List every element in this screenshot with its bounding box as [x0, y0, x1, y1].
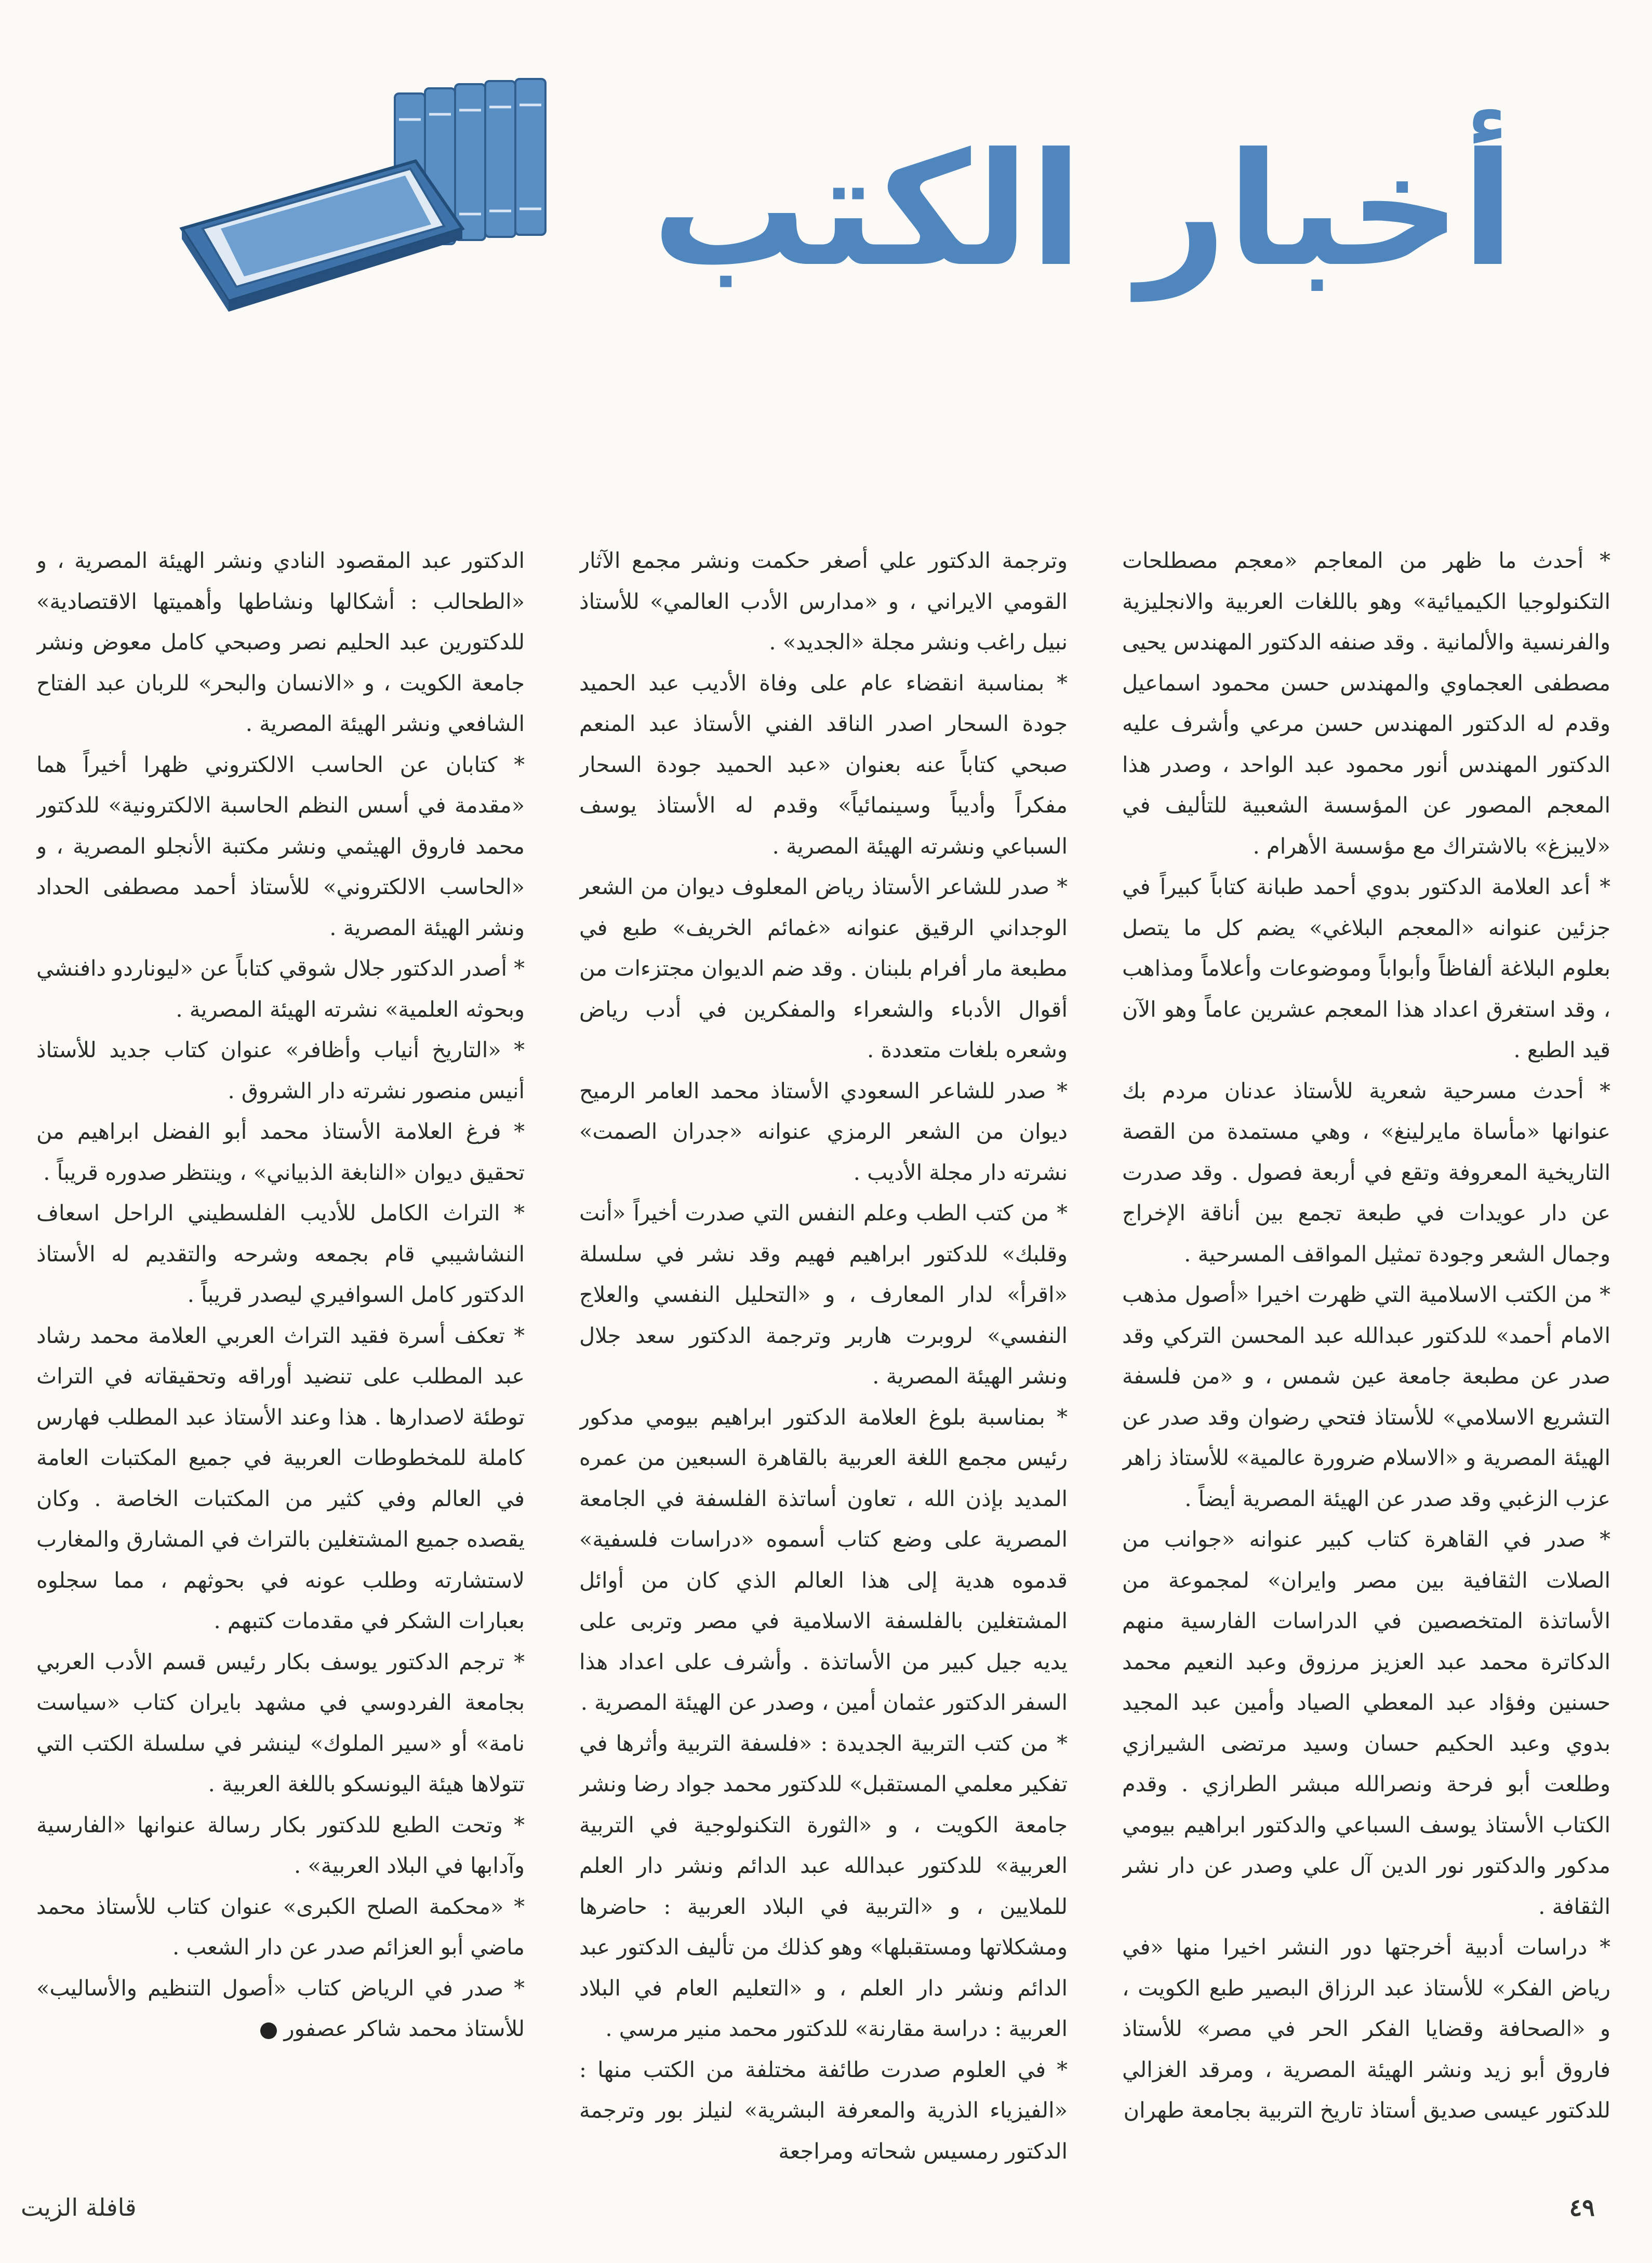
news-item: * أعد العلامة الدكتور بدوي أحمد طبانة كتاباً كبيراً في جزئين عنوانه «المعجم البلاغي» يضم كل ما يتصل بعلوم البلاغة ألفاظاً وأبواباً وموضوعات وأعلاماً ومذاهب ، وقد استغرق اعداد هذا المعجم عشرين عاماً وهو الآن قيد الطبع .	[1122, 874, 1610, 1062]
news-item: * في العلوم صدرت طائفة مختلفة من الكتب منها : «الفيزياء الذرية والمعرفة البشرية» لنيلز بور وترجمة الدكتور رمسيس شحاته ومراجعة	[579, 2056, 1068, 2164]
news-item-text: * صدر في الرياض كتاب «أصول التنظيم والأساليب» للأستاذ محمد شاكر عصفور	[36, 1975, 525, 2041]
section-title: أخبار الكتب	[651, 119, 1515, 301]
news-item: * التراث الكامل للأديب الفلسطيني الراحل اسعاف النشاشيبي قام بجمعه وشرحه والتقديم له الأستاذ الدكتور كامل السوافيري ليصدر قريباً .	[36, 1200, 525, 1307]
article-body	[36, 540, 1610, 2182]
news-item: * «التاريخ أنياب وأظافر» عنوان كتاب جديد للأستاذ أنيس منصور نشرته دار الشروق .	[36, 1037, 525, 1103]
news-item: * أحدث ما ظهر من المعاجم «معجم مصطلحات التكنولوجيا الكيميائية» وهو باللغات العربية والانجليزية والفرنسية والألمانية . وقد صنفه الدكتور المهندس يحيى مصطفى العجماوي والمهندس حسن محمود اسماعيل وقدم له الدكتور المهندس حسن مرعي وأشرف عليه الدكتور المهندس أنور محمود عبد الواحد ، وصدر هذا المعجم المصور عن المؤسسة الشعبية للتأليف في «لايبزغ» بالاشتراك مع مؤسسة الأهرام .	[1122, 548, 1610, 859]
end-mark-icon	[260, 2022, 277, 2039]
page-header	[0, 0, 1652, 499]
news-item-last	[36, 1968, 525, 2049]
news-item: * من الكتب الاسلامية التي ظهرت اخيرا «أصول مذهب الامام أحمد» للدكتور عبدالله عبد المحسن التركي وقد صدر عن مطبعة جامعة عين شمس ، و «من فلسفة التشريع الاسلامي» للأستاذ فتحي رضوان وقد صدر عن الهيئة المصرية و «الاسلام ضرورة عالمية» للأستاذ زاهر عزب الزغبي وقد صدر عن الهيئة المصرية أيضاً .	[1122, 1282, 1610, 1511]
news-item: * بمناسبة انقضاء عام على وفاة الأديب عبد الحميد جودة السحار اصدر الناقد الفني الأستاذ عبد المنعم صبحي كتاباً عنه بعنوان «عبد الحميد جودة السحار مفكراً وأديباً وسينمائياً» وقدم له الأستاذ يوسف السباعي ونشرته الهيئة المصرية .	[579, 670, 1068, 859]
column-left	[36, 540, 525, 2182]
news-item: * كتابان عن الحاسب الالكتروني ظهرا أخيراً هما «مقدمة في أسس النظم الحاسبة الالكترونية» للدكتور محمد فاروق الهيثمي ونشر مكتبة الأنجلو المصرية ، و «الحاسب الالكتروني» للأستاذ أحمد مصطفى الحداد ونشر الهيئة المصرية .	[36, 751, 525, 940]
news-item: * صدر في القاهرة كتاب كبير عنوانه «جوانب من الصلات الثقافية بين مصر وايران» لمجموعة من الأساتذة المتخصصين في الدراسات الفارسية منهم الدكاترة محمد عبد العزيز مرزوق وعبد النعيم محمد حسنين وفؤاد عبد المعطي الصياد وأمين عبد المجيد بدوي وعبد الحكيم حسان وسيد مرتضى الشيرازي وطلعت أبو فرحة ونصرالله مبشر الطرازي . وقدم الكتاب الأستاذ يوسف السباعي والدكتور ابراهيم بيومي مدكور والدكتور نور الدين آل علي وصدر عن دار نشر الثقافة .	[1122, 1526, 1610, 1919]
news-item: * من كتب التربية الجديدة : «فلسفة التربية وأثرها في تفكير معلمي المستقبل» للدكتور محمد جواد رضا ونشر جامعة الكويت ، و «الثورة التكنولوجية في التربية العربية» للدكتور عبدالله عبد الدائم ونشر دار العلم للملايين ، و «التربية في البلاد العربية : حاضرها ومشكلاتها ومستقبلها» وهو كذلك من تأليف الدكتور عبد الدائم ونشر دار العلم ، و «التعليم العام في البلاد العربية : دراسة مقارنة» للدكتور محمد منير مرسي .	[579, 1730, 1068, 2041]
news-item: * ترجم الدكتور يوسف بكار رئيس قسم الأدب العربي بجامعة الفردوسي في مشهد بايران كتاب «سياست نامة» أو «سير الملوك» لينشر في سلسلة الكتب التي تتولاها هيئة اليونسكو باللغة العربية .	[36, 1648, 525, 1796]
news-item: * دراسات أدبية أخرجتها دور النشر اخيرا منها «في رياض الفكر» للأستاذ عبد الرزاق البصير طبع الكويت ، و «الصحافة وقضايا الفكر الحر في مصر» للأستاذ فاروق أبو زيد ونشر الهيئة المصرية ، ومرقد الغزالي للدكتور عيسى صديق أستاذ تاريخ التربية بجامعة طهران	[1122, 1934, 1610, 2123]
news-item: * من كتب الطب وعلم النفس التي صدرت أخيراً «أنت وقلبك» للدكتور ابراهيم فهيم وقد نشر في سلسلة «اقرأ» لدار المعارف ، و «التحليل النفسي والعلاج النفسي» لروبرت هاربر وترجمة الدكتور سعد جلال ونشر الهيئة المصرية .	[579, 1200, 1068, 1389]
column-middle	[579, 540, 1068, 2182]
news-item: * تعكف أسرة فقيد التراث العربي العلامة محمد رشاد عبد المطلب على تنضيد أوراقه وتحقيقاته في التراث توطئة لاصدارها . هذا وعند الأستاذ عبد المطلب فهارس كاملة للمخطوطات العربية في جميع المكتبات العامة في العالم وفي كثير من المكتبات الخاصة . وكان يقصده جميع المشتغلين بالتراث في المشارق والمغارب لاستشارته وطلب عونه في بحوثهم ، مما سجلوه بعبارات الشكر في مقدمات كتبهم .	[36, 1322, 525, 1633]
column-right	[1122, 540, 1610, 2182]
stacked-books-icon	[171, 73, 577, 322]
news-item: * وتحت الطبع للدكتور بكار رسالة عنوانها «الفارسية وآدابها في البلاد العربية» .	[36, 1812, 525, 1878]
news-item: * صدر للشاعر الأستاذ رياض المعلوف ديوان من الشعر الوجداني الرقيق عنوانه «غمائم الخريف» طبع في مطبعة مار أفرام بلبنان . وقد ضم الديوان مجتزءات من أقوال الأدباء والشعراء والمفكرين في أدب رياض وشعره بلغات متعددة .	[579, 874, 1068, 1062]
page-number: ٤٩	[1569, 2193, 1595, 2221]
news-item: * فرغ العلامة الأستاذ محمد أبو الفضل ابراهيم من تحقيق ديوان «النابغة الذبياني» ، وينتظر صدوره قريباً .	[36, 1119, 525, 1185]
news-item: * أحدث مسرحية شعرية للأستاذ عدنان مردم بك عنوانها «مأساة مايرلينغ» ، وهي مستمدة من القصة التاريخية المعروفة وتقع في أربعة فصول . وقد صدرت عن دار عويدات في طبعة تجمع بين أناقة الإخراج وجمال الشعر وجودة تمثيل المواقف المسرحية .	[1122, 1077, 1610, 1267]
news-item: الدكتور عبد المقصود النادي ونشر الهيئة المصرية ، و «الطحالب : أشكالها ونشاطها وأهميتها الاقتصادية» للدكتورين عبد الحليم نصر وصبحي كامل معوض ونشر جامعة الكويت ، و «الانسان والبحر» للربان عبد الفتاح الشافعي ونشر الهيئة المصرية .	[36, 548, 525, 736]
news-item: * صدر للشاعر السعودي الأستاذ محمد العامر الرميح ديوان من الشعر الرمزي عنوانه «جدران الصمت» نشرته دار مجلة الأديب .	[579, 1077, 1068, 1185]
news-item: * «محكمة الصلح الكبرى» عنوان كتاب للأستاذ محمد ماضي أبو العزائم صدر عن دار الشعب .	[36, 1893, 525, 1960]
news-item: * أصدر الدكتور جلال شوقي كتاباً عن «ليوناردو دافنشي وبحوثه العلمية» نشرته الهيئة المصرية .	[36, 955, 525, 1022]
magazine-name: قافلة الزيت	[21, 2193, 137, 2221]
news-item: وترجمة الدكتور علي أصغر حكمت ونشر مجمع الآثار القومي الايراني ، و «مدارس الأدب العالمي» للأستاذ نبيل راغب ونشر مجلة «الجديد» .	[579, 548, 1068, 655]
news-item: * بمناسبة بلوغ العلامة الدكتور ابراهيم بيومي مدكور رئيس مجمع اللغة العربية بالقاهرة السبعين من عمره المديد بإذن الله ، تعاون أساتذة الفلسفة في الجامعة المصرية على وضع كتاب أسموه «دراسات فلسفية» قدموه هدية إلى هذا العالم الذي كان من أوائل المشتغلين بالفلسفة الاسلامية في مصر وتربى على يديه جيل كبير من الأساتذة . وأشرف على اعداد هذا السفر الدكتور عثمان أمين ، وصدر عن الهيئة المصرية .	[579, 1404, 1068, 1715]
